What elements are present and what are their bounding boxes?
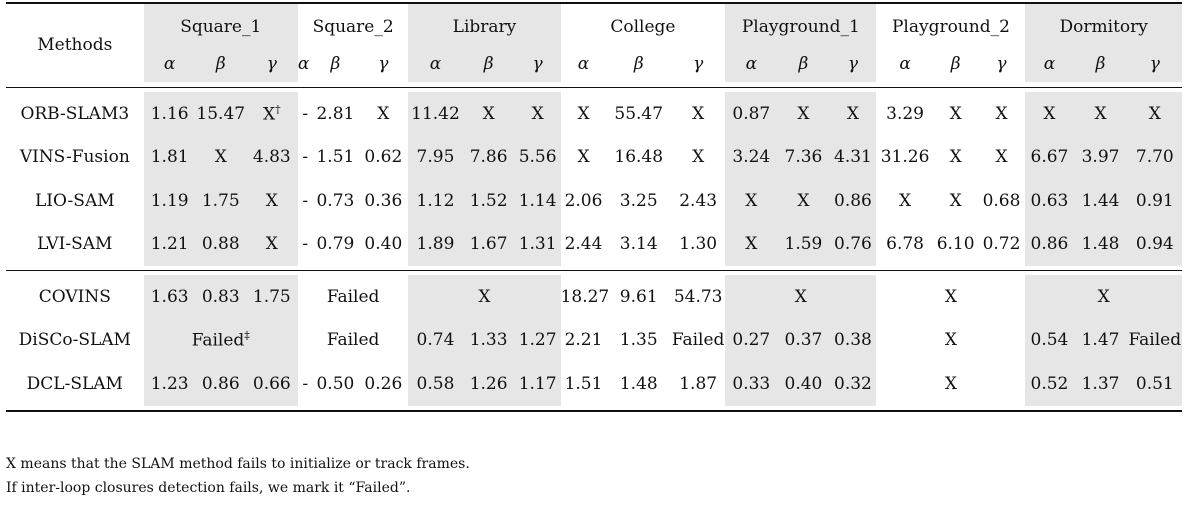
method-name: COVINS	[38, 286, 111, 307]
table-cell: Failed	[671, 330, 725, 351]
table-cell: -	[302, 147, 309, 168]
table-cell: Failed	[326, 330, 380, 351]
table-cell: 0.62	[364, 147, 403, 168]
table-cell: 0.51	[1128, 362, 1182, 406]
table-cell: 0.94	[1128, 223, 1182, 267]
table-cell: -	[302, 234, 309, 255]
table-cell: 18.27	[560, 286, 610, 307]
table-cell: 0.87	[725, 92, 777, 136]
table-cell: 0.50	[316, 373, 355, 394]
table-cell: 0.40	[777, 362, 829, 406]
subcol-header: β	[196, 46, 246, 82]
table-cell: X	[246, 179, 298, 223]
table-cell: X	[725, 223, 777, 267]
subcol-header: β	[330, 54, 341, 74]
table-cell: Failed	[1128, 319, 1182, 363]
table-cell: 1.31	[515, 223, 561, 267]
table-cell: 0.33	[725, 362, 777, 406]
table-cell: X	[777, 179, 829, 223]
sub-header-row	[6, 46, 1182, 82]
table-cell: 0.58	[408, 362, 462, 406]
table-cell: 1.51	[564, 373, 603, 394]
table-cell: X	[899, 190, 912, 211]
subcol-header: γ	[246, 46, 298, 82]
table-cell: 0.73	[316, 190, 355, 211]
table-cell: X	[777, 92, 829, 136]
table-cell: X	[463, 92, 515, 136]
table-cell: 0.72	[982, 234, 1021, 255]
table-cell: 1.16	[144, 92, 196, 136]
table-cell: X	[949, 190, 962, 211]
table-cell: 7.36	[777, 136, 829, 180]
table-cell: 6.10	[936, 234, 975, 255]
subcol-header: β	[950, 54, 961, 74]
group-header-dormitory: Dormitory	[1025, 4, 1182, 46]
subcol-header: β	[777, 46, 829, 82]
table-cell: 4.31	[830, 136, 877, 180]
subcol-header: β	[1073, 46, 1127, 82]
table-cell: 1.30	[679, 234, 718, 255]
table-cell: 1.63	[144, 275, 196, 319]
method-name: LIO-SAM	[34, 190, 115, 211]
table-cell: X	[944, 286, 957, 307]
table-cell: 1.17	[515, 362, 561, 406]
table-cell: -	[302, 190, 309, 211]
group-header-row	[6, 4, 1182, 46]
table-cell: 1.89	[408, 223, 462, 267]
table-cell: X	[196, 136, 246, 180]
results-table-wrap	[6, 2, 1182, 412]
table-cell: -	[302, 103, 309, 124]
subcol-header: γ	[1128, 46, 1182, 82]
table-cell: X	[377, 103, 390, 124]
table-cell: 1.37	[1073, 362, 1127, 406]
table-cell: X	[725, 179, 777, 223]
table-cell: X	[246, 223, 298, 267]
group-header-playground-2: Playground_2	[891, 17, 1010, 37]
group-header-college: College	[610, 17, 676, 37]
table-cell: X	[1025, 92, 1073, 136]
table-cell: 1.27	[515, 319, 561, 363]
method-name: LVI-SAM	[37, 234, 113, 255]
table-cell: 16.48	[614, 147, 664, 168]
table-cell: X	[995, 103, 1008, 124]
table-cell: 0.68	[982, 190, 1021, 211]
table-cell: 3.14	[619, 234, 658, 255]
table-row	[6, 92, 1182, 136]
table-cell: X	[408, 275, 560, 319]
table-cell: X	[944, 373, 957, 394]
note-line: If inter-loop closures detection fails, we mark it “Failed”.	[6, 480, 411, 496]
table-cell: 0.76	[830, 223, 877, 267]
subcol-header: β	[633, 54, 644, 74]
table-cell: -	[302, 373, 309, 394]
table-cell: 0.36	[364, 190, 403, 211]
table-row	[6, 319, 1182, 363]
table-cell: 6.78	[886, 234, 924, 255]
table-cell: 1.67	[463, 223, 515, 267]
table-row	[6, 362, 1182, 406]
table-cell: 0.88	[196, 223, 246, 267]
subcol-header: α	[297, 54, 310, 74]
table-cell: 2.44	[564, 234, 603, 255]
table-cell: 1.51	[316, 147, 355, 168]
table-cell: X	[830, 92, 877, 136]
table-cell: 0.63	[1025, 179, 1073, 223]
table-cell: 55.47	[614, 103, 664, 124]
table-cell: 15.47	[196, 92, 246, 136]
table-cell: X	[515, 92, 561, 136]
table-cell: 5.56	[515, 136, 561, 180]
table-cell: 1.48	[1073, 223, 1127, 267]
table-cell: 0.74	[408, 319, 462, 363]
table-cell: 3.97	[1073, 136, 1127, 180]
table-cell: 3.25	[619, 190, 658, 211]
table-cell: X	[944, 330, 957, 351]
table-cell: 0.86	[830, 179, 877, 223]
subcol-header: γ	[996, 54, 1007, 74]
table-cell: 0.26	[364, 373, 403, 394]
table-cell: 0.40	[364, 234, 403, 255]
table-cell: 31.26	[880, 147, 930, 168]
table-cell: X†	[246, 92, 298, 136]
subcol-header: α	[408, 46, 462, 82]
table-cell: X	[692, 147, 705, 168]
table-cell: 0.86	[1025, 223, 1073, 267]
table-cell: 0.54	[1025, 319, 1073, 363]
table-cell: 1.52	[463, 179, 515, 223]
table-cell: 9.61	[619, 286, 658, 307]
table-cell: 0.83	[196, 275, 246, 319]
table-cell: 3.24	[725, 136, 777, 180]
subcol-header: γ	[693, 54, 704, 74]
table-cell: 2.43	[679, 190, 718, 211]
table-row	[6, 136, 1182, 180]
table-cell: 7.95	[408, 136, 462, 180]
footnote-mark: †	[275, 102, 281, 116]
table-cell: 1.81	[144, 136, 196, 180]
table-cell: X	[995, 147, 1008, 168]
table-cell: 1.44	[1073, 179, 1127, 223]
group-header-library: Library	[408, 4, 560, 46]
table-cell: 1.75	[246, 275, 298, 319]
method-name: DCL-SLAM	[26, 373, 123, 394]
table-cell: X	[692, 103, 705, 124]
table-cell: 11.42	[408, 92, 462, 136]
results-table	[6, 2, 1182, 412]
method-name: ORB-SLAM3	[20, 103, 130, 124]
table-cell	[144, 319, 298, 363]
table-cell: 1.23	[144, 362, 196, 406]
table-row	[6, 275, 1182, 319]
table-cell: 0.66	[246, 362, 298, 406]
table-cell: 1.48	[619, 373, 658, 394]
method-name: VINS-Fusion	[19, 147, 130, 168]
table-cell: X	[1073, 92, 1127, 136]
table-cell: X	[1025, 275, 1182, 319]
group-header-square-2: Square_2	[312, 17, 394, 37]
table-cell: X	[1128, 92, 1182, 136]
table-cell: 0.86	[196, 362, 246, 406]
table-cell: X	[949, 147, 962, 168]
table-cell: 1.12	[408, 179, 462, 223]
table-cell: 0.32	[830, 362, 877, 406]
methods-header: Methods	[37, 35, 113, 55]
subcol-header: α	[1025, 46, 1073, 82]
table-cell: 7.70	[1128, 136, 1182, 180]
table-cell: 54.73	[673, 286, 723, 307]
table-cell: 0.37	[777, 319, 829, 363]
table-cell: X	[577, 103, 590, 124]
table-cell: 1.87	[679, 373, 718, 394]
table-cell: 1.59	[777, 223, 829, 267]
table-cell: X	[725, 275, 876, 319]
subcol-header: α	[725, 46, 777, 82]
table-row	[6, 179, 1182, 223]
table-cell: Failed	[326, 286, 380, 307]
table-cell: 0.79	[316, 234, 355, 255]
table-cell: 0.27	[725, 319, 777, 363]
table-cell: 1.33	[463, 319, 515, 363]
table-cell: 1.21	[144, 223, 196, 267]
table-cell: 7.86	[463, 136, 515, 180]
table-cell: 1.75	[196, 179, 246, 223]
subcol-header: γ	[378, 54, 389, 74]
table-cell: 0.91	[1128, 179, 1182, 223]
table-cell: 1.14	[515, 179, 561, 223]
note-line: X means that the SLAM method fails to initialize or track frames.	[6, 456, 470, 472]
table-cell: 1.19	[144, 179, 196, 223]
method-name: DiSCo-SLAM	[18, 330, 131, 351]
single-robot-rows	[6, 88, 1182, 271]
group-header-square-1: Square_1	[144, 4, 298, 46]
cell-text: Failed	[191, 331, 245, 352]
table-notes	[6, 452, 470, 500]
subcol-header: α	[144, 46, 196, 82]
table-cell: 1.47	[1073, 319, 1127, 363]
table-cell: 1.35	[619, 330, 658, 351]
table-row	[6, 223, 1182, 267]
footnote-mark: ‡	[244, 329, 250, 343]
table-cell: 1.26	[463, 362, 515, 406]
subcol-header: γ	[515, 46, 561, 82]
table-cell: 2.06	[564, 190, 603, 211]
table-cell: 0.52	[1025, 362, 1073, 406]
table-cell: 2.81	[316, 103, 355, 124]
table-cell: X	[949, 103, 962, 124]
table-cell: 3.29	[886, 103, 924, 124]
subcol-header: β	[463, 46, 515, 82]
subcol-header: α	[899, 54, 911, 74]
subcol-header: α	[577, 54, 590, 74]
table-cell: 6.67	[1025, 136, 1073, 180]
table-cell: 0.38	[830, 319, 877, 363]
table-cell: X	[577, 147, 590, 168]
subcol-header: γ	[830, 46, 877, 82]
table-cell: 2.21	[564, 330, 603, 351]
table-cell: 4.83	[246, 136, 298, 180]
group-header-playground-1: Playground_1	[725, 4, 876, 46]
